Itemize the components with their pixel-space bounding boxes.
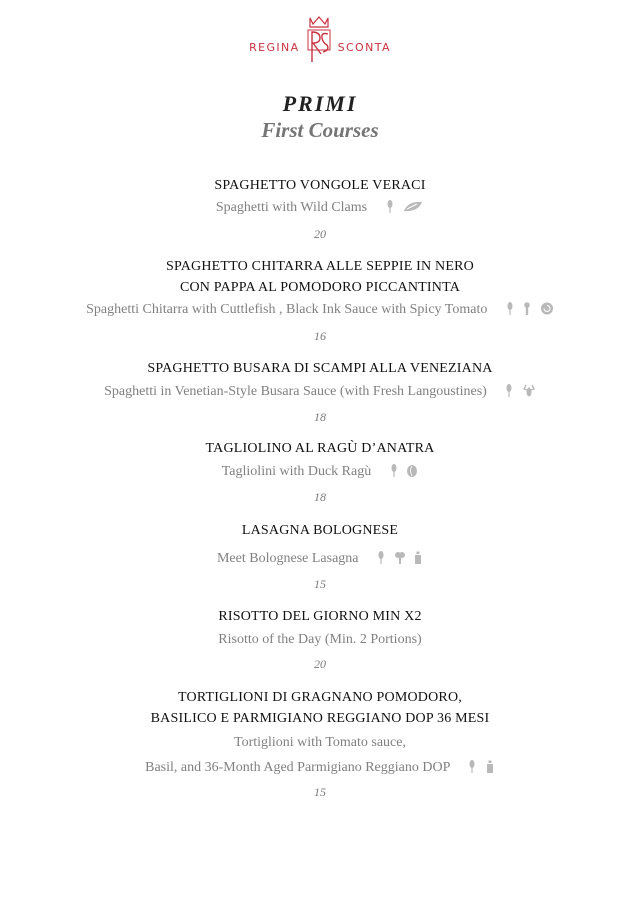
dish-english-line [0, 760, 640, 778]
dish-price: 18 [314, 410, 326, 424]
dish-english: Spaghetti with Wild Clams [215, 200, 368, 215]
dish-price: 15 [314, 577, 326, 591]
dish-english: Spaghetti Chitarra with Cuttlefish , Black Ink Sauce with Spicy Tomato [86, 302, 488, 317]
section-subtitle: First Courses [261, 118, 379, 142]
gluten-icon [376, 551, 386, 564]
dish-name: CON PAPPA AL POMODORO PICCANTINTA [179, 280, 461, 295]
gluten-icon [389, 464, 399, 477]
gluten-icon [385, 200, 395, 213]
crown-monogram-icon [304, 14, 334, 66]
allergen-icons [500, 384, 536, 402]
logo-word-right: SCONTA [337, 40, 391, 54]
dish-english: Spaghetti in Venetian-Style Busara Sauce (with Fresh Langoustines) [104, 384, 487, 399]
gluten-icon [467, 760, 477, 773]
allergen-icons [463, 760, 495, 778]
dish-english-line [0, 302, 640, 320]
section-title: PRIMI [282, 91, 358, 116]
celery-icon [522, 302, 532, 315]
dish-english: Risotto of the Day (Min. 2 Portions) [218, 632, 422, 647]
shellfish-icon [402, 200, 424, 213]
crustacean-icon [522, 384, 536, 397]
dish-price: 15 [314, 785, 326, 799]
dish-english: Tagliolini with Duck Ragù [221, 464, 372, 479]
dish-english-line [0, 200, 640, 218]
milk-icon [413, 551, 423, 564]
mollusc-icon [540, 302, 554, 315]
dish-english-line [0, 464, 640, 482]
dish-english: Tortiglioni with Tomato sauce, [234, 735, 406, 750]
dish-name: SPAGHETTO CHITARRA ALLE SEPPIE IN NERO [166, 259, 474, 274]
dish-price: 16 [314, 329, 326, 343]
dish-name: SPAGHETTO BUSARA DI SCAMPI ALLA VENEZIANA [147, 361, 493, 376]
allergen-icons [501, 302, 554, 320]
allergen-icons [372, 551, 423, 569]
dish-price: 20 [314, 657, 326, 671]
celery-icon [394, 551, 406, 564]
dish-name: SPAGHETTO VONGOLE VERACI [214, 178, 426, 193]
dish-english: Meet Bolognese Lasagna [216, 551, 359, 566]
dish-english-line [0, 384, 640, 402]
dish-price: 18 [314, 490, 326, 504]
restaurant-logo [0, 14, 640, 66]
dish-english: Basil, and 36-Month Aged Parmigiano Reggiano DOP [145, 760, 450, 775]
dish-name: BASILICO E PARMIGIANO REGGIANO DOP 36 MESI [150, 711, 490, 726]
dish-name: LASAGNA BOLOGNESE [241, 523, 399, 538]
gluten-icon [504, 384, 514, 397]
allergen-icons [381, 200, 425, 218]
dish-name: TORTIGLIONI DI GRAGNANO POMODORO, [178, 690, 462, 705]
egg-icon [406, 464, 418, 477]
dish-name: RISOTTO DEL GIORNO MIN X2 [218, 609, 422, 624]
dish-english-line [0, 551, 640, 569]
logo-word-left: REGINA [249, 40, 300, 54]
dish-price: 20 [314, 227, 326, 241]
milk-icon [485, 760, 495, 773]
allergen-icons [385, 464, 419, 482]
gluten-icon [505, 302, 515, 315]
dish-name: TAGLIOLINO AL RAGÙ D’ANATRA [205, 441, 435, 456]
